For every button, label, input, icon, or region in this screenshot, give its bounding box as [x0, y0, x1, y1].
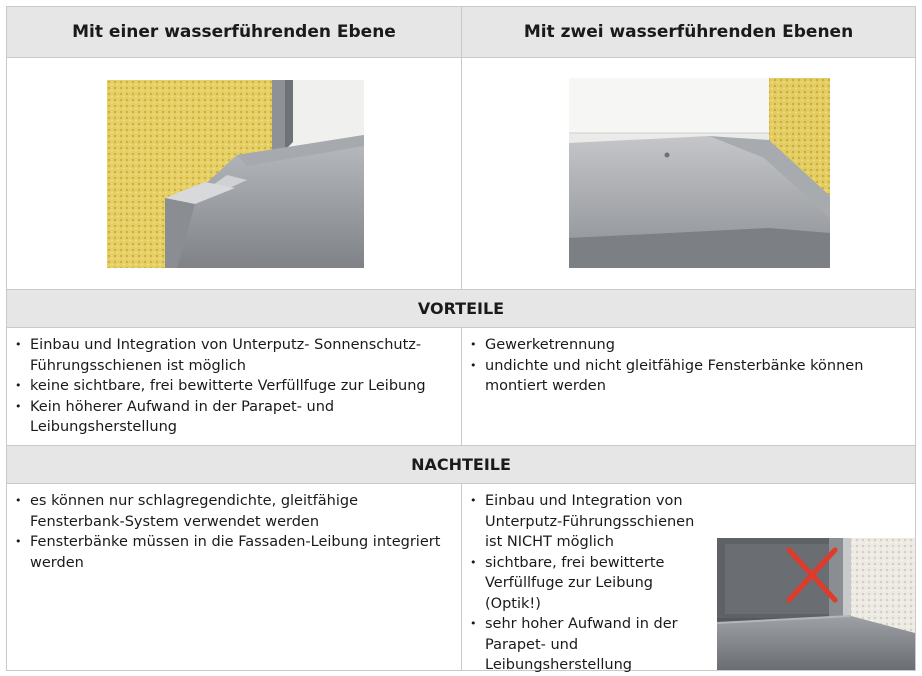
image-cell-left	[7, 58, 462, 289]
vorteile-right-cell	[462, 328, 915, 445]
list-item: • Einbau und Integration von Unterputz-Führungsschienen ist NICHT möglich	[470, 491, 702, 553]
header-cell-left	[7, 7, 462, 57]
list-item: • Einbau und Integration von Unterputz- Sonnenschutz-Führungsschienen ist möglich	[15, 335, 451, 376]
list-item: • Kein höherer Aufwand in der Parapet- und Leibungsherstellung	[15, 397, 451, 438]
list-item: • undichte und nicht gleitfähige Fensterbänke können montiert werden	[470, 356, 905, 397]
list-item: • sehr hoher Aufwand in der Parapet- und Leibungsherstellung	[470, 614, 702, 676]
list-item: • Gewerketrennung	[470, 335, 905, 356]
vorteile-left-list	[7, 328, 461, 438]
window-sill-one-water-level-photo	[107, 80, 364, 268]
list-item: • es können nur schlagregendichte, gleitfähige Fensterbank-System verwendet werden	[15, 491, 451, 532]
vorteile-left-cell	[7, 328, 462, 445]
list-item: • keine sichtbare, frei bewitterte Verfüllfuge zur Leibung	[15, 376, 451, 397]
nachteile-right-cell	[462, 484, 915, 673]
image-cell-right	[462, 58, 915, 289]
nachteile-left-list	[7, 484, 461, 573]
vorteile-row	[7, 328, 915, 446]
nachteile-row	[7, 484, 915, 673]
nachteile-right-list	[462, 484, 702, 676]
comparison-table	[6, 6, 916, 671]
image-row	[7, 58, 915, 290]
list-item: • sichtbare, frei bewitterte Verfüllfuge zur Leibung (Optik!)	[470, 553, 702, 615]
header-cell-right	[462, 7, 915, 57]
section-nachteile-title: NACHTEILE	[7, 446, 915, 484]
section-vorteile-title: VORTEILE	[7, 290, 915, 328]
vorteile-right-list	[462, 328, 915, 397]
window-sill-x-marked-photo	[717, 538, 915, 670]
table-header-row	[7, 7, 915, 58]
header-one-water-level: Mit einer wasserführenden Ebene	[72, 22, 396, 42]
window-sill-two-water-levels-photo	[569, 78, 830, 268]
list-item: • Fensterbänke müssen in die Fassaden-Leibung integriert werden	[15, 532, 451, 573]
nachteile-left-cell	[7, 484, 462, 670]
header-two-water-levels: Mit zwei wasserführenden Ebenen	[523, 22, 854, 42]
